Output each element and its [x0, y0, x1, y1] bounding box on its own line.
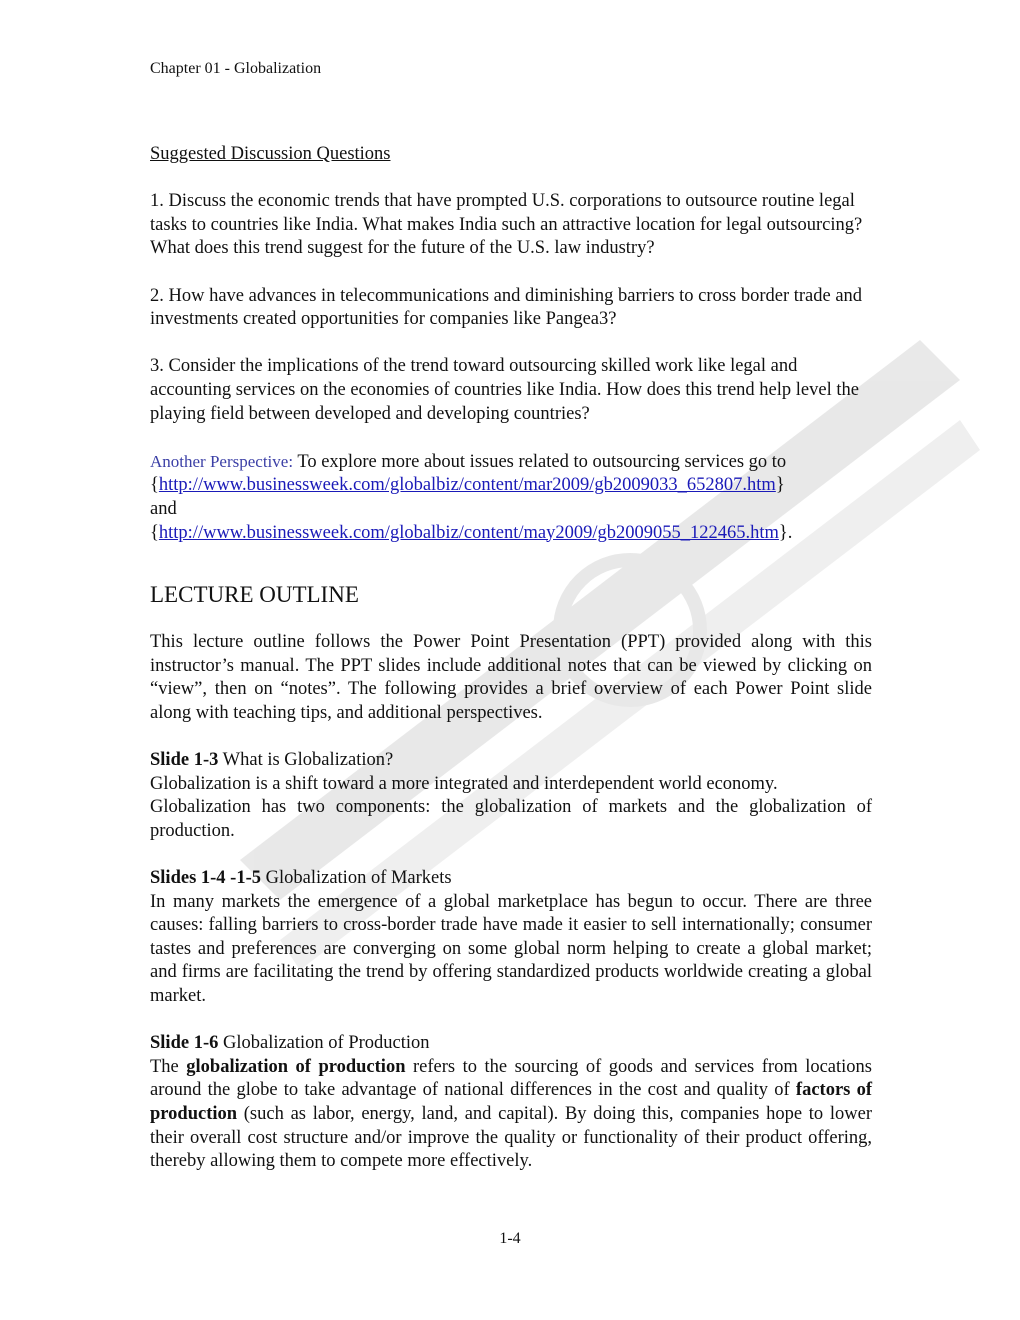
lecture-intro: This lecture outline follows the Power Point Presentation (PPT) provided along with this instructor’s manual. The PPT slides include additional notes that can be viewed by clicking on “view”, then on “notes”. The following provides a brief overview of each Power Point slide along with teaching tips, and additional perspectives.: [150, 632, 872, 723]
lecture-outline-heading: LECTURE OUTLINE: [150, 582, 359, 608]
slide-body-part: (such as labor, energy, land, and capital). By doing this, companies hope to lower their overall cost structure and/or improve the quality or functionality of their product offering, thereby allowing them to compete more effectively.: [150, 1103, 872, 1172]
brace-close-1: }: [775, 475, 785, 496]
perspective-and: and: [150, 498, 177, 519]
businessweek-link-2[interactable]: http://www.businessweek.com/globalbiz/content/may2009/gb2009055_122465.htm: [158, 522, 779, 543]
perspective-text: To explore more about issues related to outsourcing services go to: [293, 451, 787, 472]
slide-label: Slide 1-3: [150, 750, 219, 771]
brace-open-1: {: [150, 475, 159, 496]
chapter-header: Chapter 01 - Globalization: [150, 60, 322, 77]
slide-body: Globalization has two components: the globalization of markets and the globalization of production.: [150, 797, 872, 841]
slide-heading-3: [150, 1032, 872, 1056]
discussion-question-2: 2. How have advances in telecommunications and diminishing barriers to cross border trade and investments created opportunities for companies like Pangea3?: [150, 285, 863, 330]
slide-body: [150, 1056, 872, 1174]
slide-title: Globalization of Production: [218, 1033, 430, 1054]
slide-body-bold: factors of production: [150, 1080, 872, 1124]
slide-title: What is Globalization?: [218, 750, 394, 771]
businessweek-link-1[interactable]: http://www.businessweek.com/globalbiz/content/mar2009/gb2009033_652807.htm: [158, 475, 776, 496]
brace-close-2: }.: [778, 522, 793, 543]
brace-open-2: {: [150, 522, 159, 543]
perspective-label: Another Perspective:: [150, 451, 294, 471]
slide-body-bold: globalization of production: [186, 1056, 406, 1077]
discussion-title: Suggested Discussion Questions: [150, 144, 391, 164]
page-number: 1-4: [499, 1230, 521, 1247]
slide-body-part: The: [150, 1056, 187, 1077]
slide-section-2: [150, 867, 872, 1009]
slide-section-3: [150, 1032, 872, 1174]
discussion-question-1: 1. Discuss the economic trends that have prompted U.S. corporations to outsource routine legal tasks to countries like India. What makes India such an attractive location for legal outsourcing? What does this trend suggest for the future of the U.S. law industry?: [150, 191, 863, 259]
slide-section-1: [150, 749, 872, 843]
main-content: [150, 143, 872, 1174]
slide-body-part: refers to the sourcing of goods and services from locations around the globe to take advantage of national differences in the cost and quality of: [150, 1056, 872, 1101]
slide-label: Slides 1-4 -1-5: [150, 868, 261, 889]
another-perspective: [150, 450, 872, 545]
slide-heading-1: [150, 749, 872, 773]
slide-title: Globalization of Markets: [261, 868, 452, 889]
slide-label: Slide 1-6: [150, 1033, 219, 1054]
slide-line: Globalization is a shift toward a more integrated and interdependent world economy.: [150, 773, 778, 794]
slide-heading-2: [150, 867, 872, 891]
discussion-question-3: 3. Consider the implications of the trend toward outsourcing skilled work like legal and accounting services on the economies of countries like India. How does this trend help level the playing field between developed and developing countries?: [150, 356, 859, 424]
slide-body: In many markets the emergence of a global marketplace has begun to occur. There are three causes: falling barriers to cross-border trade have made it easier to sell internationally; consumer tastes and preferences are converging on some global norm helping to create a global market; and firms are facilitating the trend by offering standardized products worldwide creating a global market.: [150, 891, 872, 1006]
